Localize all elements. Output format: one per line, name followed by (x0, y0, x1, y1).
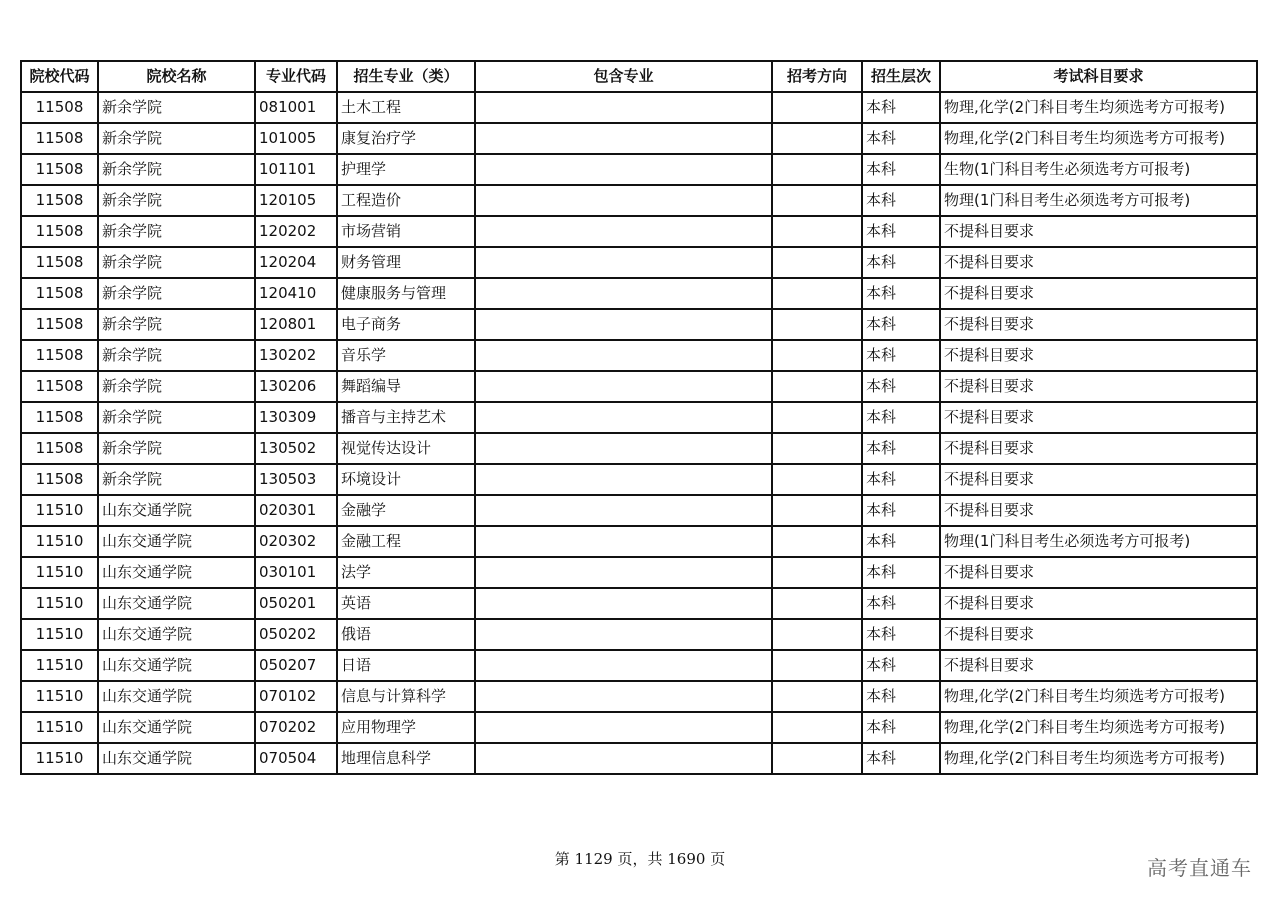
cell-included-majors (475, 495, 772, 526)
cell-level: 本科 (862, 402, 940, 433)
cell-school-name: 新余学院 (98, 185, 255, 216)
cell-school-name: 山东交通学院 (98, 557, 255, 588)
cell-direction (772, 526, 862, 557)
table-row (21, 123, 1257, 154)
cell-direction (772, 557, 862, 588)
cell-school-code: 11508 (21, 371, 98, 402)
cell-major: 应用物理学 (337, 712, 475, 743)
cell-school-name: 山东交通学院 (98, 588, 255, 619)
cell-major-code: 130503 (255, 464, 337, 495)
cell-subject-requirements: 不提科目要求 (940, 371, 1257, 402)
cell-major: 舞蹈编导 (337, 371, 475, 402)
page-number: 第 1129 页，共 1690 页 (554, 850, 726, 868)
cell-level: 本科 (862, 712, 940, 743)
cell-direction (772, 216, 862, 247)
cell-included-majors (475, 247, 772, 278)
cell-school-name: 山东交通学院 (98, 681, 255, 712)
watermark-text: 高考直通车 (1147, 856, 1252, 880)
cell-included-majors (475, 371, 772, 402)
admissions-table (20, 60, 1258, 775)
table-row (21, 433, 1257, 464)
table-body (21, 92, 1257, 774)
table-row (21, 743, 1257, 774)
cell-included-majors (475, 402, 772, 433)
cell-major-code: 120204 (255, 247, 337, 278)
cell-level: 本科 (862, 185, 940, 216)
cell-subject-requirements: 不提科目要求 (940, 278, 1257, 309)
cell-level: 本科 (862, 619, 940, 650)
cell-school-code: 11508 (21, 185, 98, 216)
cell-major-code: 081001 (255, 92, 337, 123)
table-row (21, 526, 1257, 557)
table-row (21, 216, 1257, 247)
header-included-majors: 包含专业 (475, 61, 772, 92)
cell-subject-requirements: 物理,化学(2门科目考生均须选考方可报考) (940, 92, 1257, 123)
cell-major: 环境设计 (337, 464, 475, 495)
table-row (21, 712, 1257, 743)
cell-school-name: 山东交通学院 (98, 650, 255, 681)
cell-direction (772, 185, 862, 216)
cell-major: 地理信息科学 (337, 743, 475, 774)
cell-major-code: 050201 (255, 588, 337, 619)
cell-major-code: 130202 (255, 340, 337, 371)
header-level: 招生层次 (862, 61, 940, 92)
cell-school-name: 新余学院 (98, 123, 255, 154)
cell-included-majors (475, 619, 772, 650)
table-row (21, 588, 1257, 619)
table-header-row (21, 61, 1257, 92)
cell-major-code: 130502 (255, 433, 337, 464)
cell-major-code: 130309 (255, 402, 337, 433)
cell-level: 本科 (862, 340, 940, 371)
cell-level: 本科 (862, 495, 940, 526)
cell-major: 工程造价 (337, 185, 475, 216)
cell-school-code: 11510 (21, 619, 98, 650)
cell-school-name: 新余学院 (98, 340, 255, 371)
cell-included-majors (475, 588, 772, 619)
table-row (21, 340, 1257, 371)
cell-major: 视觉传达设计 (337, 433, 475, 464)
cell-subject-requirements: 不提科目要求 (940, 247, 1257, 278)
cell-direction (772, 464, 862, 495)
cell-subject-requirements: 物理,化学(2门科目考生均须选考方可报考) (940, 681, 1257, 712)
cell-school-code: 11508 (21, 154, 98, 185)
cell-included-majors (475, 123, 772, 154)
cell-school-name: 山东交通学院 (98, 743, 255, 774)
cell-direction (772, 340, 862, 371)
cell-included-majors (475, 681, 772, 712)
cell-school-code: 11508 (21, 247, 98, 278)
cell-school-code: 11510 (21, 495, 98, 526)
cell-school-name: 新余学院 (98, 154, 255, 185)
table-row (21, 650, 1257, 681)
cell-major: 法学 (337, 557, 475, 588)
cell-major: 俄语 (337, 619, 475, 650)
cell-level: 本科 (862, 154, 940, 185)
cell-included-majors (475, 557, 772, 588)
cell-school-name: 新余学院 (98, 402, 255, 433)
cell-school-code: 11510 (21, 650, 98, 681)
cell-school-code: 11508 (21, 278, 98, 309)
cell-subject-requirements: 不提科目要求 (940, 557, 1257, 588)
cell-school-code: 11508 (21, 402, 98, 433)
cell-major-code: 120801 (255, 309, 337, 340)
table-row (21, 247, 1257, 278)
cell-level: 本科 (862, 278, 940, 309)
cell-subject-requirements: 不提科目要求 (940, 588, 1257, 619)
cell-direction (772, 650, 862, 681)
cell-direction (772, 278, 862, 309)
cell-school-code: 11510 (21, 557, 98, 588)
cell-level: 本科 (862, 557, 940, 588)
cell-direction (772, 588, 862, 619)
cell-level: 本科 (862, 309, 940, 340)
cell-school-code: 11510 (21, 681, 98, 712)
table-row (21, 464, 1257, 495)
cell-direction (772, 712, 862, 743)
cell-major-code: 050207 (255, 650, 337, 681)
cell-included-majors (475, 433, 772, 464)
table-row (21, 495, 1257, 526)
cell-major-code: 070202 (255, 712, 337, 743)
cell-school-name: 新余学院 (98, 309, 255, 340)
cell-direction (772, 247, 862, 278)
header-school-name: 院校名称 (98, 61, 255, 92)
cell-included-majors (475, 712, 772, 743)
cell-subject-requirements: 不提科目要求 (940, 216, 1257, 247)
cell-subject-requirements: 物理,化学(2门科目考生均须选考方可报考) (940, 743, 1257, 774)
cell-included-majors (475, 309, 772, 340)
header-subject-requirements: 考试科目要求 (940, 61, 1257, 92)
cell-school-name: 山东交通学院 (98, 619, 255, 650)
cell-subject-requirements: 不提科目要求 (940, 495, 1257, 526)
cell-school-code: 11508 (21, 216, 98, 247)
cell-school-code: 11510 (21, 588, 98, 619)
cell-major-code: 130206 (255, 371, 337, 402)
cell-included-majors (475, 340, 772, 371)
cell-major: 信息与计算科学 (337, 681, 475, 712)
cell-school-code: 11510 (21, 712, 98, 743)
cell-school-name: 山东交通学院 (98, 526, 255, 557)
cell-included-majors (475, 278, 772, 309)
cell-major: 康复治疗学 (337, 123, 475, 154)
cell-major-code: 101101 (255, 154, 337, 185)
cell-level: 本科 (862, 650, 940, 681)
cell-school-code: 11510 (21, 743, 98, 774)
cell-major: 护理学 (337, 154, 475, 185)
cell-major: 电子商务 (337, 309, 475, 340)
cell-level: 本科 (862, 743, 940, 774)
cell-school-name: 新余学院 (98, 216, 255, 247)
cell-subject-requirements: 物理(1门科目考生必须选考方可报考) (940, 526, 1257, 557)
cell-school-code: 11510 (21, 526, 98, 557)
cell-school-name: 新余学院 (98, 433, 255, 464)
cell-school-code: 11508 (21, 340, 98, 371)
table-row (21, 681, 1257, 712)
cell-major: 音乐学 (337, 340, 475, 371)
cell-major-code: 020301 (255, 495, 337, 526)
table-row (21, 557, 1257, 588)
cell-school-name: 新余学院 (98, 92, 255, 123)
cell-school-code: 11508 (21, 433, 98, 464)
cell-school-name: 新余学院 (98, 278, 255, 309)
header-direction: 招考方向 (772, 61, 862, 92)
table-row (21, 278, 1257, 309)
cell-level: 本科 (862, 526, 940, 557)
cell-major-code: 070504 (255, 743, 337, 774)
cell-school-name: 新余学院 (98, 247, 255, 278)
cell-school-code: 11508 (21, 123, 98, 154)
header-major-code: 专业代码 (255, 61, 337, 92)
cell-major: 健康服务与管理 (337, 278, 475, 309)
cell-included-majors (475, 650, 772, 681)
cell-major-code: 070102 (255, 681, 337, 712)
table-row (21, 402, 1257, 433)
cell-direction (772, 743, 862, 774)
cell-major: 财务管理 (337, 247, 475, 278)
cell-subject-requirements: 不提科目要求 (940, 340, 1257, 371)
header-major: 招生专业（类） (337, 61, 475, 92)
cell-major: 市场营销 (337, 216, 475, 247)
cell-level: 本科 (862, 247, 940, 278)
cell-level: 本科 (862, 92, 940, 123)
cell-included-majors (475, 154, 772, 185)
cell-direction (772, 495, 862, 526)
cell-major: 英语 (337, 588, 475, 619)
cell-included-majors (475, 464, 772, 495)
cell-direction (772, 681, 862, 712)
cell-major-code: 030101 (255, 557, 337, 588)
cell-major: 播音与主持艺术 (337, 402, 475, 433)
cell-included-majors (475, 185, 772, 216)
cell-subject-requirements: 物理(1门科目考生必须选考方可报考) (940, 185, 1257, 216)
cell-major-code: 020302 (255, 526, 337, 557)
cell-level: 本科 (862, 216, 940, 247)
cell-level: 本科 (862, 588, 940, 619)
cell-level: 本科 (862, 371, 940, 402)
table-row (21, 309, 1257, 340)
cell-major: 金融学 (337, 495, 475, 526)
cell-major-code: 120410 (255, 278, 337, 309)
cell-major-code: 050202 (255, 619, 337, 650)
cell-major-code: 120105 (255, 185, 337, 216)
cell-subject-requirements: 不提科目要求 (940, 433, 1257, 464)
cell-major: 土木工程 (337, 92, 475, 123)
cell-subject-requirements: 不提科目要求 (940, 309, 1257, 340)
cell-school-code: 11508 (21, 309, 98, 340)
table-row (21, 92, 1257, 123)
table-row (21, 371, 1257, 402)
cell-major-code: 101005 (255, 123, 337, 154)
header-school-code: 院校代码 (21, 61, 98, 92)
cell-school-code: 11508 (21, 464, 98, 495)
cell-subject-requirements: 物理,化学(2门科目考生均须选考方可报考) (940, 712, 1257, 743)
table-row (21, 185, 1257, 216)
cell-school-name: 山东交通学院 (98, 495, 255, 526)
cell-school-name: 新余学院 (98, 371, 255, 402)
cell-level: 本科 (862, 681, 940, 712)
table-row (21, 619, 1257, 650)
cell-included-majors (475, 526, 772, 557)
cell-subject-requirements: 生物(1门科目考生必须选考方可报考) (940, 154, 1257, 185)
cell-direction (772, 309, 862, 340)
cell-level: 本科 (862, 433, 940, 464)
cell-subject-requirements: 不提科目要求 (940, 464, 1257, 495)
cell-direction (772, 92, 862, 123)
cell-subject-requirements: 不提科目要求 (940, 619, 1257, 650)
cell-major: 金融工程 (337, 526, 475, 557)
cell-subject-requirements: 不提科目要求 (940, 402, 1257, 433)
cell-included-majors (475, 216, 772, 247)
cell-included-majors (475, 92, 772, 123)
cell-direction (772, 433, 862, 464)
cell-direction (772, 402, 862, 433)
cell-direction (772, 619, 862, 650)
cell-level: 本科 (862, 464, 940, 495)
cell-school-code: 11508 (21, 92, 98, 123)
cell-major: 日语 (337, 650, 475, 681)
cell-level: 本科 (862, 123, 940, 154)
cell-subject-requirements: 不提科目要求 (940, 650, 1257, 681)
cell-school-name: 山东交通学院 (98, 712, 255, 743)
cell-subject-requirements: 物理,化学(2门科目考生均须选考方可报考) (940, 123, 1257, 154)
cell-direction (772, 371, 862, 402)
cell-major-code: 120202 (255, 216, 337, 247)
table-row (21, 154, 1257, 185)
cell-direction (772, 154, 862, 185)
cell-included-majors (475, 743, 772, 774)
cell-school-name: 新余学院 (98, 464, 255, 495)
cell-direction (772, 123, 862, 154)
